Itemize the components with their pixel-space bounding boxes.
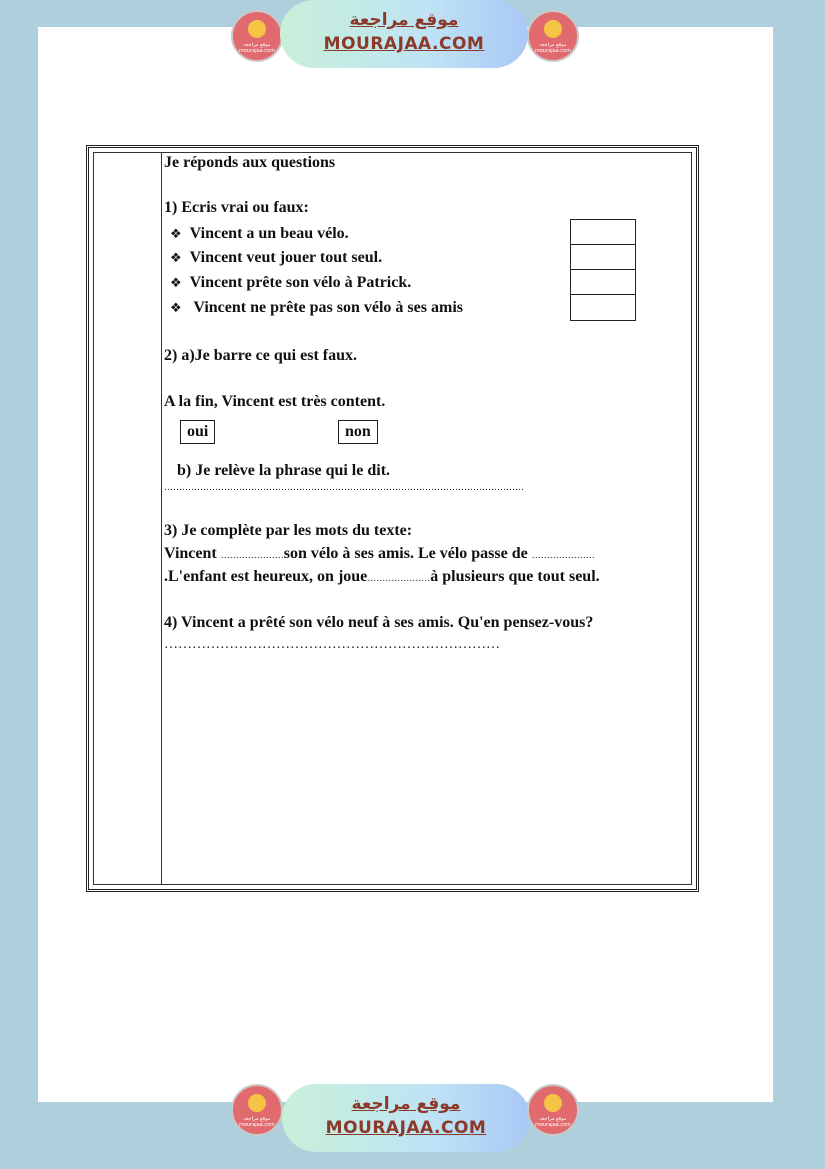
site-logo-left[interactable]: موقع مراجعة mourajaa.com (231, 1084, 283, 1136)
q1-item: ❖ Vincent veut jouer tout seul. (170, 249, 382, 267)
q1-item: ❖ Vincent prête son vélo à Patrick. (170, 274, 411, 292)
question-2-title: 2) a)Je barre ce qui est faux. (164, 347, 357, 364)
logo-emblem-icon (248, 20, 266, 38)
q3-line-1 (164, 545, 595, 563)
q3-blank[interactable]: ………………… (531, 550, 595, 560)
site-logo-left[interactable]: موقع مراجعة mourajaa.com (231, 10, 283, 62)
question-1-title: 1) Ecris vrai ou faux: (164, 199, 309, 216)
bottom-banner (0, 1082, 825, 1162)
site-name-arabic[interactable]: موقع مراجعة (351, 1094, 461, 1114)
q3-text: à plusieurs que tout seul. (430, 568, 600, 585)
site-logo-right[interactable]: موقع مراجعة mourajaa.com (527, 10, 579, 62)
q1-item: ❖ Vincent a un beau vélo. (170, 225, 349, 243)
answer-box[interactable] (571, 295, 635, 319)
site-url[interactable]: MOURAJAA.COM (323, 34, 485, 54)
site-name-arabic[interactable]: موقع مراجعة (349, 10, 459, 30)
logo-emblem-icon (248, 1094, 266, 1112)
answer-box[interactable] (571, 270, 635, 295)
site-link-pill[interactable] (280, 0, 528, 68)
worksheet-heading: Je réponds aux questions (164, 154, 336, 171)
question-3-title: 3) Je complète par les mots du texte: (164, 522, 413, 539)
site-logo-right[interactable]: موقع مراجعة mourajaa.com (527, 1084, 579, 1136)
answer-box[interactable] (571, 245, 635, 270)
q3-blank[interactable]: ………………… (367, 573, 431, 583)
q3-blank[interactable]: ………………… (220, 550, 284, 560)
q1-answer-boxes (570, 219, 636, 321)
q4-answer-line[interactable]: ……………………………………………………………… (164, 637, 500, 652)
q2-b-title: b) Je relève la phrase qui le dit. (177, 462, 391, 479)
site-url[interactable]: MOURAJAA.COM (325, 1118, 487, 1138)
q1-item: ❖ Vincent ne prête pas son vélo à ses amis (170, 299, 463, 317)
question-4-title: 4) Vincent a prêté son vélo neuf à ses amis. Qu'en pensez-vous? (164, 614, 594, 631)
margin-column-divider (161, 153, 162, 884)
q3-text: son vélo à ses amis. Le vélo passe de (283, 545, 532, 562)
option-non[interactable]: non (338, 420, 378, 444)
q3-text: .L'enfant est heureux, on joue (164, 568, 368, 585)
q3-line-2 (164, 568, 600, 586)
site-link-pill[interactable] (282, 1084, 530, 1152)
option-oui[interactable]: oui (180, 420, 215, 444)
logo-emblem-icon (544, 1094, 562, 1112)
q3-text: Vincent (164, 545, 221, 562)
q2-b-answer-line[interactable]: ………………………………………………………………………………………………………… (164, 482, 524, 492)
top-banner (0, 0, 825, 80)
answer-box[interactable] (571, 220, 635, 245)
logo-emblem-icon (544, 20, 562, 38)
q2-statement: A la fin, Vincent est très content. (164, 393, 386, 410)
